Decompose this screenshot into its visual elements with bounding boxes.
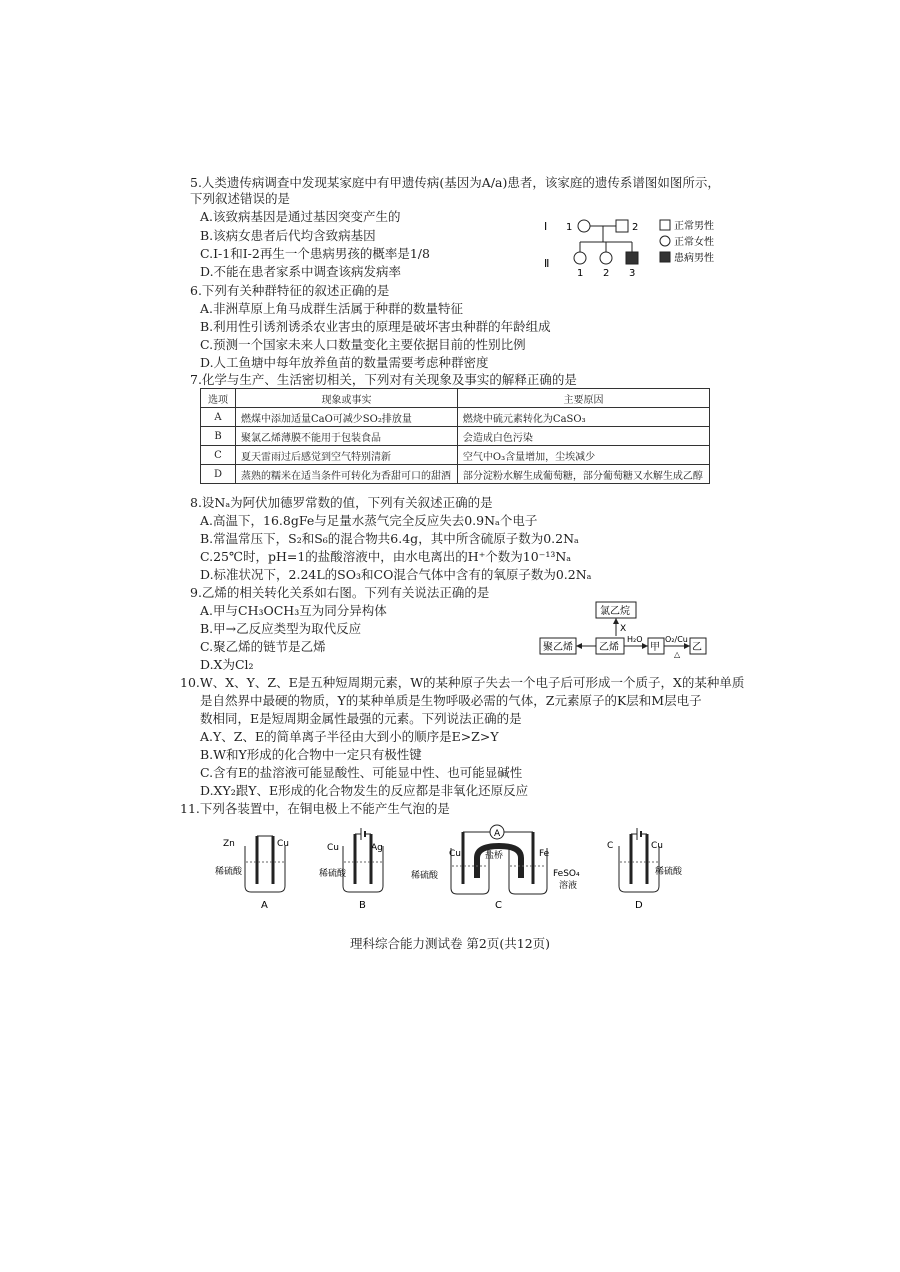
g2-num-2: 2 <box>603 268 610 279</box>
table-row: D 蒸熟的糯米在适当条件可转化为香甜可口的甜酒 部分淀粉水解生成葡萄糖，部分葡萄糖又水解生成乙醇 <box>201 465 710 484</box>
q5-stem-cont: 下列叙述错误的是 <box>190 191 291 206</box>
apparatus-a <box>215 836 289 911</box>
g1-num-2: 2 <box>632 222 639 233</box>
q10-stem-cont2: 数相同，E是短周期金属性最强的元素。下列说法正确的是 <box>200 711 522 726</box>
svg-text:FeSO₄: FeSO₄ <box>553 869 580 879</box>
q6-option-d: D.人工鱼塘中每年放养鱼苗的数量需要考虑种群密度 <box>200 355 489 370</box>
g2-female-2 <box>600 252 612 264</box>
q10-stem: 10.W、X、Y、Z、E是五种短周期元素，W的某种原子失去一个电子后可形成一个质子，X的某种单质 <box>180 675 745 690</box>
q9-option-b: B.甲→乙反应类型为取代反应 <box>200 621 362 636</box>
legend-normal-female-icon <box>660 236 670 246</box>
q7-table <box>200 388 710 484</box>
q10-option-c: C.含有E的盐溶液可能显酸性、可能显中性、也可能显碱性 <box>200 765 523 780</box>
svg-text:Ag: Ag <box>371 843 383 853</box>
q5-option-b: B.该病女患者后代均含致病基因 <box>200 228 376 243</box>
g2-num-3: 3 <box>629 268 636 279</box>
gen-1-label: Ⅰ <box>544 220 548 233</box>
g2-affected-male-3 <box>626 252 638 264</box>
q9-option-a: A.甲与CH₃OCH₃互为同分异构体 <box>200 603 387 618</box>
q9-option-d: D.X为Cl₂ <box>200 657 254 672</box>
ethylene-box: 乙烯 <box>599 642 619 653</box>
q6-option-a: A.非洲草原上角马成群生活属于种群的数量特征 <box>200 301 464 316</box>
legend-normal-female: 正常女性 <box>674 237 714 248</box>
chloroethane-box: 氯乙烷 <box>600 606 630 617</box>
q10-option-d: D.XY₂跟Y、E形成的化合物发生的反应都是非氧化还原反应 <box>200 783 529 798</box>
q11-stem: 11.下列各装置中，在铜电极上不能产生气泡的是 <box>180 801 450 816</box>
ethylene-diagram <box>538 600 718 662</box>
svg-text:溶液: 溶液 <box>559 881 578 891</box>
q5-stem: 5.人类遗传病调查中发现某家庭中有甲遗传病(基因为A/a)患者，该家庭的遗传系谱图如图所示， <box>190 175 720 190</box>
q10-option-b: B.W和Y形成的化合物中一定只有极性键 <box>200 747 422 762</box>
svg-text:稀硫酸: 稀硫酸 <box>411 871 439 881</box>
g2-female-1 <box>574 252 586 264</box>
q10-stem-cont: 是自然界中最硬的物质，Y的某种单质是生物呼吸必需的气体，Z元素原子的K层和M层电子 <box>200 693 702 708</box>
svg-text:Cu: Cu <box>449 849 461 859</box>
polyethylene-box: 聚乙烯 <box>543 642 573 653</box>
gen-2-label: Ⅱ <box>544 257 550 270</box>
svg-text:稀硫酸: 稀硫酸 <box>215 867 243 877</box>
apparatus-d <box>607 828 683 911</box>
g1-female-1 <box>578 220 590 232</box>
q9-option-c: C.聚乙烯的链节是乙烯 <box>200 639 326 654</box>
g1-num-1: 1 <box>566 222 573 233</box>
svg-text:稀硫酸: 稀硫酸 <box>319 869 347 879</box>
legend-affected-male: 患病男性 <box>674 253 714 264</box>
yi-box: 乙 <box>692 642 702 653</box>
q8-option-c: C.25℃时，pH=1的盐酸溶液中，由水电离出的H⁺个数为10⁻¹³Nₐ <box>200 549 572 564</box>
q6-stem: 6.下列有关种群特征的叙述正确的是 <box>190 283 390 298</box>
svg-text:Zn: Zn <box>223 839 235 849</box>
electrochem-apparatus <box>215 822 695 914</box>
page-footer: 理科综合能力测试卷 第2页(共12页) <box>349 936 551 951</box>
q7-header-fact: 现象或事实 <box>236 389 458 408</box>
legend-affected-male-icon <box>660 252 670 262</box>
g2-num-1: 1 <box>577 268 584 279</box>
legend-normal-male: 正常男性 <box>674 221 714 232</box>
q6-option-c: C.预测一个国家未来人口数量变化主要依据目前的性别比例 <box>200 337 526 352</box>
q8-stem: 8.设Nₐ为阿伏加德罗常数的值，下列有关叙述正确的是 <box>190 495 493 510</box>
q5-option-a: A.该致病基因是通过基因突变产生的 <box>200 209 401 224</box>
svg-text:Cu: Cu <box>651 841 663 851</box>
svg-text:A: A <box>494 829 501 839</box>
q7-header-reason: 主要原因 <box>457 389 709 408</box>
svg-text:D: D <box>635 900 643 911</box>
svg-text:稀硫酸: 稀硫酸 <box>655 867 683 877</box>
svg-text:Cu: Cu <box>277 839 289 849</box>
apparatus-b <box>319 828 383 911</box>
h2o-label: H₂O <box>627 635 643 644</box>
jia-box: 甲 <box>650 642 660 653</box>
q7-header-option: 选项 <box>201 389 236 408</box>
q5-option-c: C.Ⅰ-1和Ⅰ-2再生一个患病男孩的概率是1/8 <box>200 246 430 261</box>
svg-text:Fe: Fe <box>539 849 550 859</box>
svg-text:C: C <box>495 900 502 911</box>
svg-text:A: A <box>261 900 268 911</box>
pedigree-diagram <box>540 210 740 280</box>
q5-option-d: D.不能在患者家系中调查该病发病率 <box>200 264 402 279</box>
table-row: C 夏天雷雨过后感觉到空气特别清新 空气中O₃含量增加，尘埃减少 <box>201 446 710 465</box>
q9-stem: 9.乙烯的相关转化关系如右图。下列有关说法正确的是 <box>190 585 490 600</box>
heat-label: △ <box>674 650 681 659</box>
q8-option-b: B.常温常压下，S₂和S₆的混合物共6.4g，其中所含硫原子数为0.2Nₐ <box>200 531 579 546</box>
table-row: B 聚氯乙烯薄膜不能用于包装食品 会造成白色污染 <box>201 427 710 446</box>
svg-text:Cu: Cu <box>327 843 339 853</box>
apparatus-c <box>411 825 580 911</box>
svg-text:C: C <box>607 841 614 851</box>
q7-header-row <box>201 389 710 408</box>
q10-option-a: A.Y、Z、E的简单离子半径由大到小的顺序是E>Z>Y <box>200 729 499 744</box>
x-label: X <box>620 624 627 634</box>
legend-normal-male-icon <box>660 220 670 230</box>
svg-text:盐桥: 盐桥 <box>485 851 504 861</box>
table-row: A 燃煤中添加适量CaO可减少SO₂排放量 燃烧中硫元素转化为CaSO₃ <box>201 408 710 427</box>
q8-option-d: D.标准状况下，2.24L的SO₃和CO混合气体中含有的氧原子数为0.2Nₐ <box>200 567 592 582</box>
g1-male-2 <box>616 220 628 232</box>
o2cu-label: O₂/Cu <box>665 635 688 644</box>
svg-text:B: B <box>359 900 366 911</box>
q7-stem: 7.化学与生产、生活密切相关，下列对有关现象及事实的解释正确的是 <box>190 372 577 387</box>
q6-option-b: B.利用性引诱剂诱杀农业害虫的原理是破坏害虫种群的年龄组成 <box>200 319 551 334</box>
q8-option-a: A.高温下，16.8gFe与足量水蒸气完全反应失去0.9Nₐ个电子 <box>200 513 538 528</box>
